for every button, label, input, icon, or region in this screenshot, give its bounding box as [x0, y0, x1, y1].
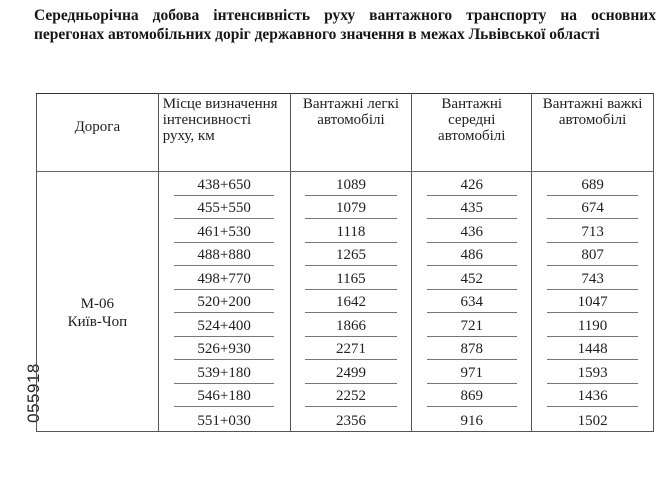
- road-code: М-06: [80, 296, 115, 313]
- cell-heavy: [532, 243, 654, 267]
- cell-heavy: [532, 407, 654, 431]
- cell-heavy: [532, 266, 654, 290]
- cell-medium: [412, 290, 532, 314]
- cell-light-value: 1079: [305, 198, 397, 219]
- cell-medium-value: 916: [460, 412, 483, 429]
- cell-light: [290, 172, 412, 196]
- cell-place-value: 438+650: [174, 175, 273, 196]
- header-medium-trucks: Вантажні середні автомобілі: [412, 94, 532, 172]
- cell-heavy-value: 689: [547, 175, 639, 196]
- traffic-intensity-table: [36, 93, 654, 432]
- cell-place: [158, 360, 290, 384]
- cell-heavy: [532, 313, 654, 337]
- cell-heavy-value: 743: [547, 269, 639, 290]
- cell-place-value: 551+030: [197, 412, 251, 429]
- table-header-row: [37, 94, 654, 172]
- cell-medium-value: 436: [427, 222, 517, 243]
- cell-medium-value: 452: [427, 269, 517, 290]
- cell-light: [290, 384, 412, 408]
- header-light-trucks: Вантажні легкі автомобілі: [290, 94, 412, 172]
- cell-light: [290, 313, 412, 337]
- cell-place: [158, 290, 290, 314]
- cell-place: [158, 337, 290, 361]
- cell-light: [290, 266, 412, 290]
- cell-medium-value: 486: [427, 245, 517, 266]
- cell-heavy-value: 1190: [547, 316, 639, 337]
- cell-place: [158, 219, 290, 243]
- cell-medium: [412, 172, 532, 196]
- cell-place-value: 488+880: [174, 245, 273, 266]
- road-cell: [37, 172, 159, 432]
- header-heavy-trucks: Вантажні важкі автомобілі: [532, 94, 654, 172]
- cell-light-value: 2271: [305, 339, 397, 360]
- cell-heavy-value: 1448: [547, 339, 639, 360]
- cell-heavy-value: 713: [547, 222, 639, 243]
- cell-heavy-value: 807: [547, 245, 639, 266]
- cell-light: [290, 360, 412, 384]
- cell-medium-value: 721: [427, 316, 517, 337]
- cell-light: [290, 219, 412, 243]
- road-name: Київ-Чоп: [67, 314, 128, 331]
- cell-place-value: 546+180: [174, 386, 273, 407]
- cell-light: [290, 407, 412, 431]
- cell-light-value: 1118: [305, 222, 397, 243]
- table-row: [37, 172, 654, 196]
- cell-heavy: [532, 219, 654, 243]
- cell-place: [158, 384, 290, 408]
- header-road: Дорога: [37, 94, 159, 172]
- cell-place-value: 498+770: [174, 269, 273, 290]
- cell-light-value: 1265: [305, 245, 397, 266]
- cell-heavy: [532, 360, 654, 384]
- cell-heavy: [532, 290, 654, 314]
- cell-light: [290, 196, 412, 220]
- cell-light: [290, 337, 412, 361]
- cell-place: [158, 243, 290, 267]
- cell-place-value: 455+550: [174, 198, 273, 219]
- side-page-number: 055918: [24, 363, 43, 423]
- cell-place-value: 539+180: [174, 363, 273, 384]
- cell-medium: [412, 313, 532, 337]
- cell-medium-value: 426: [427, 175, 517, 196]
- cell-place: [158, 407, 290, 431]
- cell-place: [158, 313, 290, 337]
- cell-medium-value: 869: [427, 386, 517, 407]
- cell-heavy-value: 1436: [547, 386, 639, 407]
- cell-medium-value: 435: [427, 198, 517, 219]
- cell-heavy-value: 674: [547, 198, 639, 219]
- cell-medium-value: 634: [427, 292, 517, 313]
- cell-heavy: [532, 384, 654, 408]
- cell-light-value: 1165: [305, 269, 397, 290]
- cell-place-value: 520+200: [174, 292, 273, 313]
- cell-medium: [412, 337, 532, 361]
- cell-medium-value: 971: [427, 363, 517, 384]
- cell-medium: [412, 243, 532, 267]
- cell-place: [158, 266, 290, 290]
- cell-medium-value: 878: [427, 339, 517, 360]
- cell-light-value: 2499: [305, 363, 397, 384]
- cell-place: [158, 196, 290, 220]
- cell-heavy-value: 1047: [547, 292, 639, 313]
- cell-light-value: 2356: [335, 412, 366, 429]
- cell-heavy: [532, 172, 654, 196]
- cell-light-value: 1089: [305, 175, 397, 196]
- cell-heavy-value: 1502: [577, 412, 608, 429]
- cell-light-value: 1642: [305, 292, 397, 313]
- cell-light-value: 2252: [305, 386, 397, 407]
- cell-medium: [412, 219, 532, 243]
- cell-medium: [412, 407, 532, 431]
- cell-light-value: 1866: [305, 316, 397, 337]
- cell-place: [158, 172, 290, 196]
- table-body: [37, 172, 654, 432]
- cell-place-value: 524+400: [174, 316, 273, 337]
- cell-place-value: 526+930: [174, 339, 273, 360]
- cell-heavy: [532, 196, 654, 220]
- cell-light: [290, 290, 412, 314]
- cell-medium: [412, 266, 532, 290]
- cell-medium: [412, 360, 532, 384]
- cell-heavy: [532, 337, 654, 361]
- cell-medium: [412, 196, 532, 220]
- document-title: Середньорічна добова інтенсивність руху вантажного транспорту на основних перегонах автомобільних доріг державного значення в межах Львівської області: [34, 7, 656, 43]
- header-place: Місце визначення інтенсивності руху, км: [158, 94, 290, 172]
- cell-heavy-value: 1593: [547, 363, 639, 384]
- cell-light: [290, 243, 412, 267]
- cell-medium: [412, 384, 532, 408]
- cell-place-value: 461+530: [174, 222, 273, 243]
